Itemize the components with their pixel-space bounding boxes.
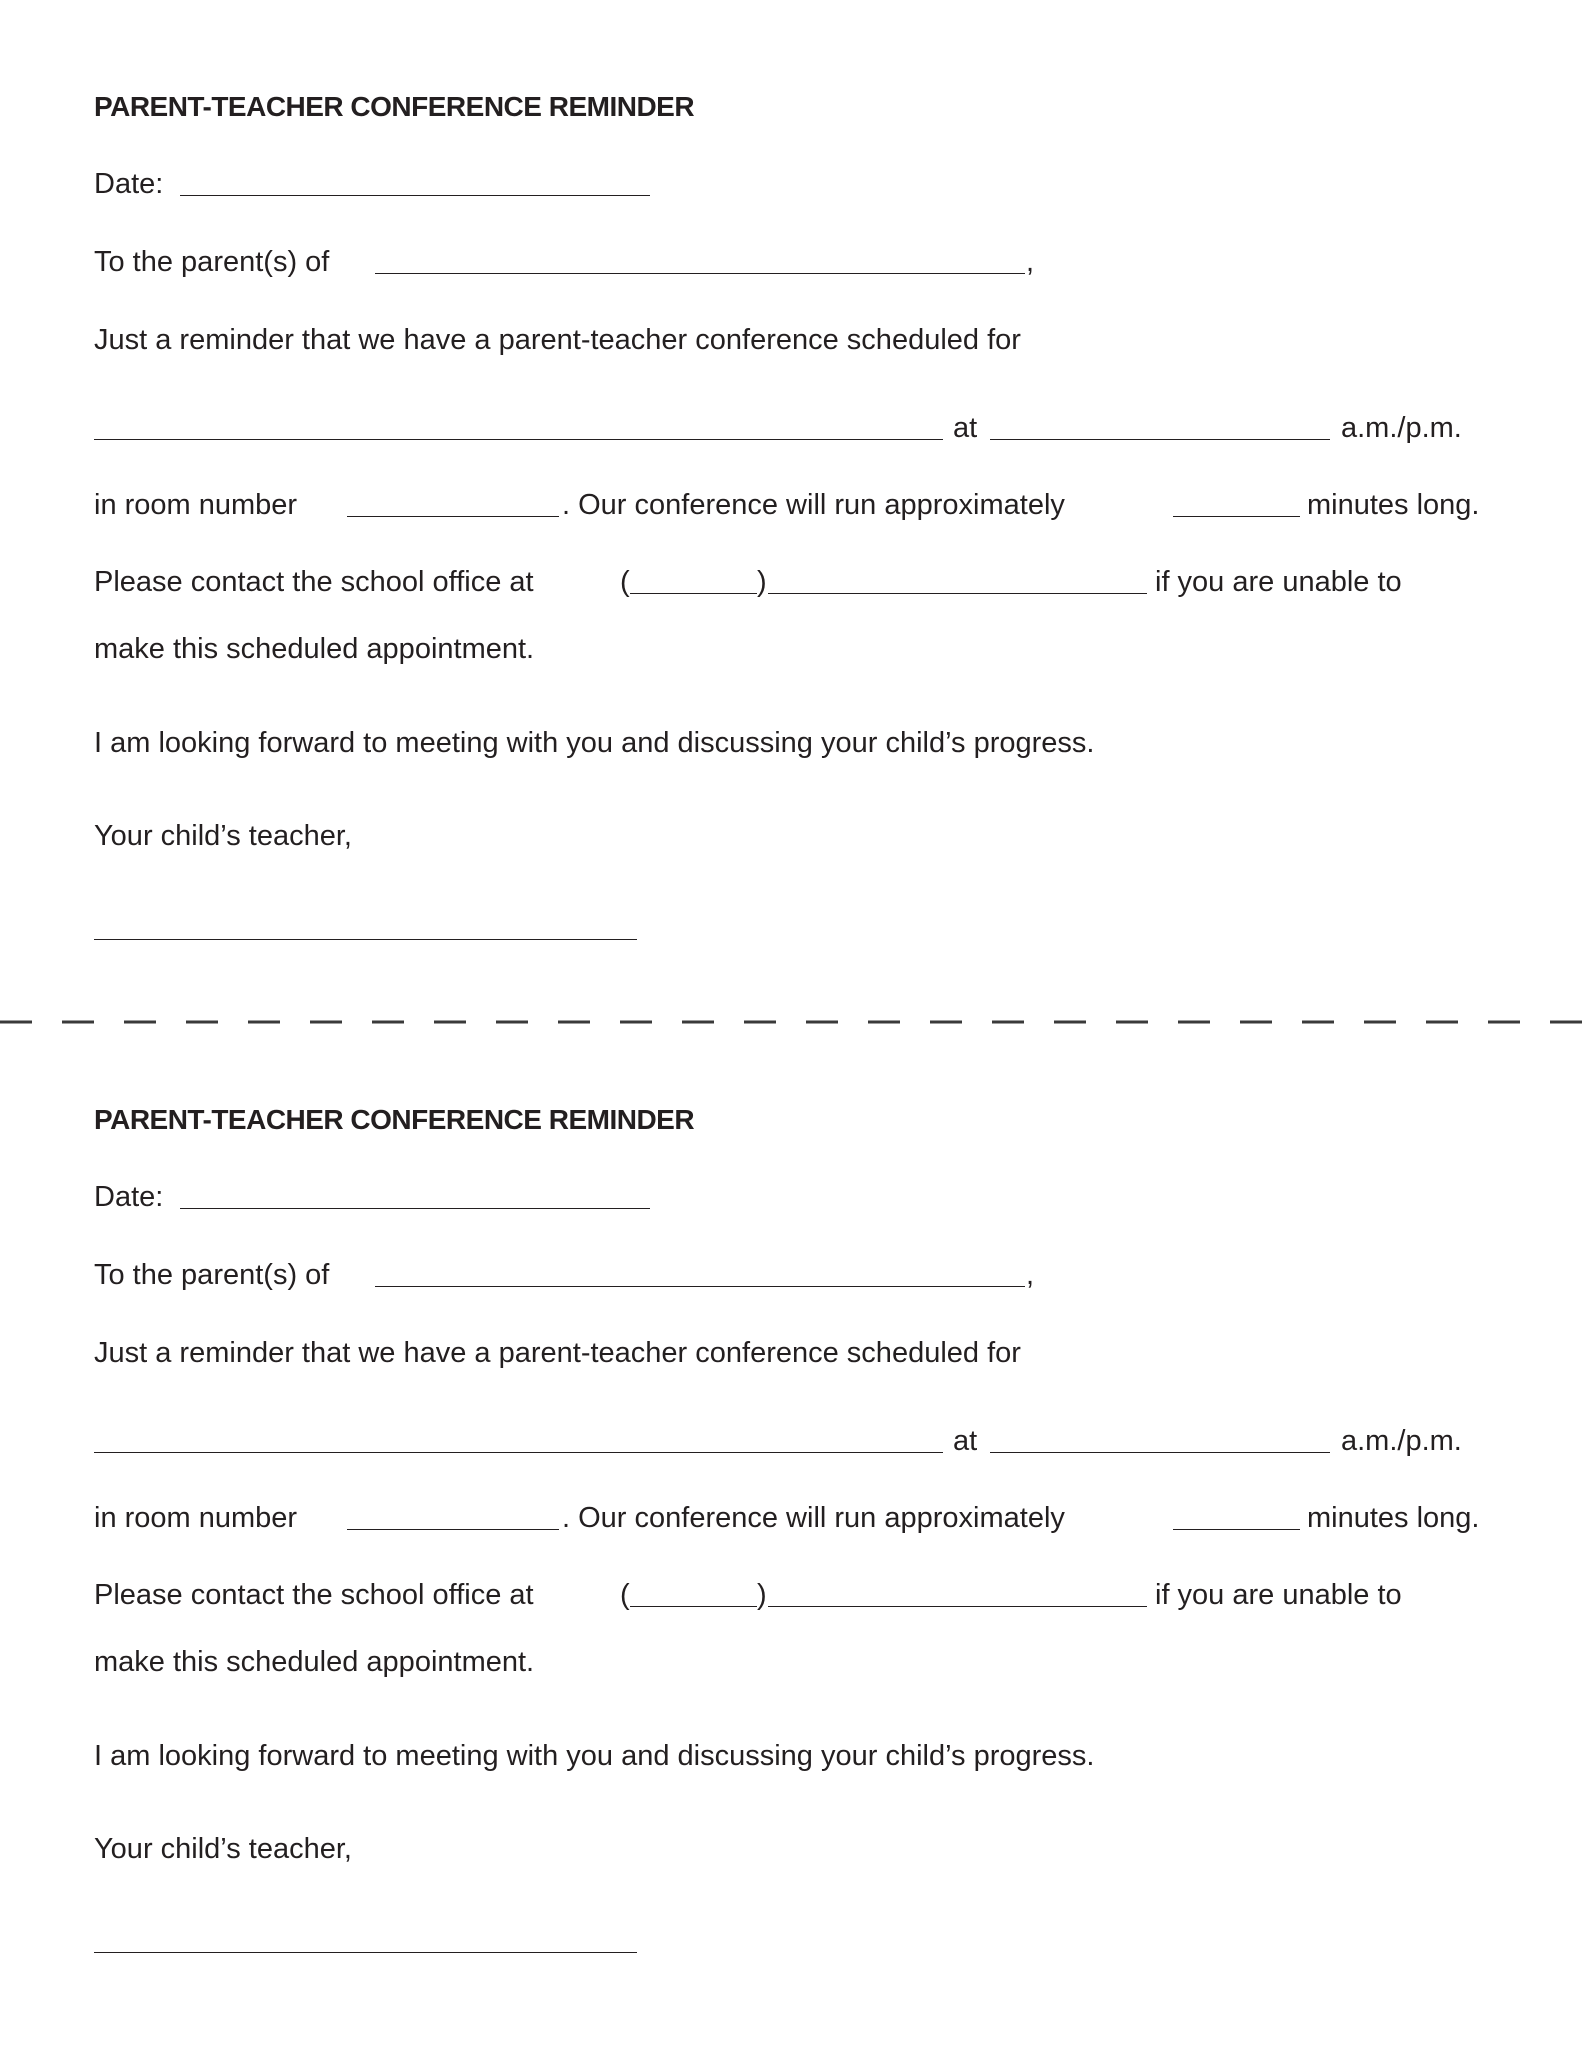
signoff: Your child’s teacher,	[94, 1833, 352, 1865]
area-code-field[interactable]	[630, 593, 757, 594]
phone-number-field[interactable]	[768, 593, 1147, 594]
comma: ,	[1026, 246, 1035, 278]
form-title: PARENT-TEACHER CONFERENCE REMINDER	[94, 1104, 695, 1135]
paren-open: (	[620, 1579, 630, 1611]
unable-text: if you are unable to	[1155, 566, 1402, 598]
teacher-signature-field[interactable]	[94, 939, 637, 940]
paren-close: )	[757, 1579, 767, 1611]
room-label: in room number	[94, 1502, 298, 1534]
phone-number-field[interactable]	[768, 1606, 1147, 1607]
minutes-label: minutes long.	[1307, 1502, 1480, 1534]
area-code-field[interactable]	[630, 1606, 757, 1607]
date-label: Date:	[94, 168, 164, 200]
at-label: at	[953, 412, 978, 444]
contact-text: Please contact the school office at	[94, 566, 534, 598]
form-title: PARENT-TEACHER CONFERENCE REMINDER	[94, 91, 695, 122]
reminder-form	[0, 0, 1583, 1000]
room-label: in room number	[94, 489, 298, 521]
teacher-signature-field[interactable]	[94, 1952, 637, 1953]
appointment-text: make this scheduled appointment.	[94, 633, 535, 665]
room-number-field[interactable]	[347, 516, 559, 517]
duration-text: . Our conference will run approximately	[562, 489, 1065, 521]
conference-date-field[interactable]	[94, 439, 943, 440]
date-field[interactable]	[180, 195, 650, 196]
closing-text: I am looking forward to meeting with you and discussing your child’s progress.	[94, 1740, 1095, 1772]
comma: ,	[1026, 1259, 1035, 1291]
paren-open: (	[620, 566, 630, 598]
to-label: To the parent(s) of	[94, 1259, 330, 1291]
unable-text: if you are unable to	[1155, 1579, 1402, 1611]
ampm-label: a.m./p.m.	[1341, 1425, 1462, 1457]
reminder-text: Just a reminder that we have a parent-teacher conference scheduled for	[94, 1337, 1021, 1369]
closing-text: I am looking forward to meeting with you and discussing your child’s progress.	[94, 727, 1095, 759]
cut-line	[0, 1016, 1583, 1028]
student-name-field[interactable]	[375, 1286, 1025, 1287]
paren-close: )	[757, 566, 767, 598]
conference-time-field[interactable]	[990, 1452, 1330, 1453]
date-label: Date:	[94, 1181, 164, 1213]
student-name-field[interactable]	[375, 273, 1025, 274]
signoff: Your child’s teacher,	[94, 820, 352, 852]
reminder-form	[0, 1013, 1583, 2013]
contact-text: Please contact the school office at	[94, 1579, 534, 1611]
minutes-label: minutes long.	[1307, 489, 1480, 521]
appointment-text: make this scheduled appointment.	[94, 1646, 535, 1678]
date-field[interactable]	[180, 1208, 650, 1209]
duration-field[interactable]	[1173, 516, 1300, 517]
conference-time-field[interactable]	[990, 439, 1330, 440]
to-label: To the parent(s) of	[94, 246, 330, 278]
ampm-label: a.m./p.m.	[1341, 412, 1462, 444]
at-label: at	[953, 1425, 978, 1457]
duration-text: . Our conference will run approximately	[562, 1502, 1065, 1534]
duration-field[interactable]	[1173, 1529, 1300, 1530]
reminder-text: Just a reminder that we have a parent-teacher conference scheduled for	[94, 324, 1021, 356]
room-number-field[interactable]	[347, 1529, 559, 1530]
conference-date-field[interactable]	[94, 1452, 943, 1453]
